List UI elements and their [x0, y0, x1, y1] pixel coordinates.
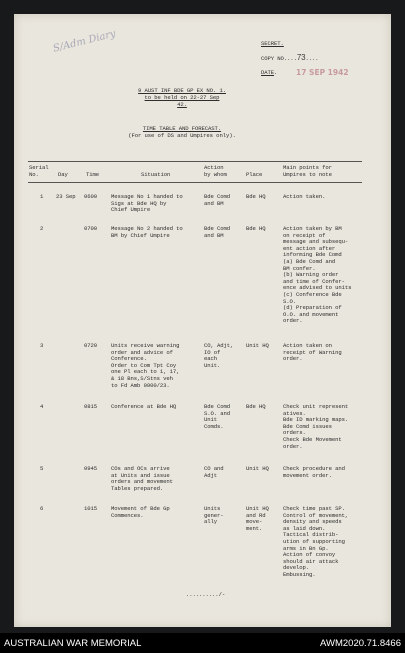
cell-situation: COs and OCs arrive [111, 465, 170, 472]
cell-situation: order and advice of [111, 348, 173, 356]
cell-umpire-notes: ent action after [283, 244, 336, 252]
cell-umpire-notes: order. [283, 317, 303, 325]
cell-serial: 1 [40, 193, 44, 200]
cell-umpire-notes: Action taken. [283, 193, 326, 200]
footer-accession-number: AWM2020.71.8466 [320, 638, 401, 649]
cell-action-by-whom: each [204, 355, 218, 363]
cell-action-by-whom: Unit. [204, 361, 221, 369]
cell-umpire-notes: movement order. [283, 471, 332, 479]
cell-situation: Movement of Bde Gp [111, 505, 170, 512]
cell-situation: Chief Umpire [111, 206, 151, 214]
cell-day: 23 Sep [56, 193, 76, 200]
cell-umpire-notes: density and speeds [283, 518, 342, 526]
cell-time: 0815 [84, 403, 98, 410]
doc-subtitle: TIME TABLE AND FORECAST. [142, 125, 222, 132]
header-serial: Serial [29, 164, 49, 171]
document-page [14, 14, 391, 627]
cell-time: 0700 [84, 225, 98, 232]
cell-serial: 4 [40, 403, 44, 410]
cell-umpire-notes: Bde ID marking maps. [283, 416, 349, 424]
cell-umpire-notes: atives. [283, 409, 306, 417]
cell-situation: Tables prepared. [111, 484, 164, 492]
cell-umpire-notes: BM confer. [283, 264, 316, 272]
cell-place: Bde HQ [246, 193, 266, 200]
cell-umpire-notes: (d) Preparation of [283, 304, 342, 312]
continuation-mark: ........../- [186, 591, 226, 598]
cell-action-by-whom: Adjt [204, 471, 218, 479]
cell-umpire-notes: as laid down. [283, 524, 326, 532]
doc-title-line3: 42. [177, 101, 187, 108]
cell-action-by-whom: S.O. and [204, 409, 231, 417]
cell-situation: Message No 1 handed to [111, 193, 183, 200]
cell-umpire-notes: ution of supporting [283, 538, 345, 545]
cell-umpire-notes: Embussing. [283, 571, 316, 578]
cell-place: Unit HQ [246, 342, 269, 349]
cell-action-by-whom: Bde Comd [204, 193, 231, 200]
cell-serial: 5 [40, 465, 44, 472]
cell-action-by-whom: IO of [204, 348, 221, 356]
doc-subtitle-note: (For use of DS and Umpires only). [128, 132, 236, 139]
cell-umpire-notes: should air attack [283, 557, 339, 565]
cell-situation: Conference at Bde HQ [111, 403, 177, 410]
cell-situation: Conference. [111, 355, 147, 363]
cell-action-by-whom: Units [204, 505, 221, 512]
cell-time: 1015 [84, 505, 98, 512]
cell-umpire-notes: on receipt of [283, 231, 326, 239]
cell-situation: Units receive warning [111, 342, 180, 349]
cell-umpire-notes: Check unit represent [283, 403, 349, 410]
table-header-rule [28, 182, 362, 183]
cell-umpire-notes: and time of Confer- [283, 277, 345, 285]
cell-umpire-notes: orders. [283, 429, 306, 437]
cell-situation: Order to Com Tpt Coy [111, 361, 177, 369]
handwritten-annotation: S/Adm Diary [52, 28, 117, 55]
cell-umpire-notes: Tactical distrib- [283, 531, 339, 539]
cell-situation: Commences. [111, 511, 144, 519]
cell-action-by-whom: and BM [204, 199, 224, 207]
header-time: Time [86, 171, 100, 178]
cell-umpire-notes: (c) Conference Bde [283, 291, 342, 298]
cell-place: Bde HQ [246, 225, 266, 232]
cell-umpire-notes: Bde Comd issues [283, 422, 332, 430]
cell-umpire-notes: informing Bde Comd [283, 251, 342, 259]
cell-action-by-whom: Bde Comd [204, 225, 231, 232]
cell-umpire-notes: Action taken on [283, 342, 332, 349]
cell-umpire-notes: arms in Bn Gp. [283, 544, 329, 552]
footer-bar [0, 633, 405, 653]
copy-number-label: COPY NO....73.... [261, 53, 319, 62]
cell-umpire-notes: Action of convoy [283, 551, 336, 559]
cell-situation: to Fd Amb 0900/23. [111, 381, 170, 389]
doc-title-line1: 9 AUST INF BDE GP EX NO. 1. [138, 87, 226, 94]
cell-action-by-whom: Unit [204, 416, 218, 424]
cell-umpire-notes: Action taken by BM [283, 225, 342, 232]
cell-situation: BM by Chief Umpire [111, 231, 170, 239]
cell-place: move- [246, 518, 263, 526]
header-situation: Situation [141, 171, 171, 178]
cell-umpire-notes: O.O. and movement [283, 310, 339, 318]
cell-action-by-whom: CO and [204, 465, 224, 472]
date-stamp: 17 SEP 1942 [296, 68, 349, 77]
cell-place: Bde HQ [246, 403, 266, 410]
date-label: DATE. [261, 69, 278, 76]
cell-serial: 3 [40, 342, 44, 349]
cell-place: ment. [246, 524, 263, 532]
cell-umpire-notes: Check Bde Movement [283, 436, 342, 443]
header-action: Action [204, 164, 224, 171]
cell-action-by-whom: ally [204, 518, 218, 526]
header-no: No. [29, 171, 39, 178]
classification-label: SECRET. [261, 40, 284, 47]
cell-serial: 6 [40, 505, 44, 512]
cell-place: Unit HQ [246, 505, 269, 512]
cell-situation: orders and movement [111, 478, 173, 486]
cell-situation: at Units and issue [111, 471, 170, 479]
cell-umpire-notes: Control of movement, [283, 511, 349, 519]
cell-place: and Rd [246, 511, 266, 519]
cell-situation: Sigs at Bde HQ by [111, 199, 167, 207]
cell-umpire-notes: order. [283, 355, 303, 363]
cell-time: 0600 [84, 193, 98, 200]
cell-situation: Message No 2 handed to [111, 225, 183, 232]
footer-source: AUSTRALIAN WAR MEMORIAL [4, 638, 142, 649]
cell-umpire-notes: Check time past SP. [283, 505, 345, 512]
doc-title-line2: to be held on 22-27 Sep [144, 94, 220, 101]
cell-umpire-notes: (a) Bde Comd and [283, 258, 336, 265]
cell-action-by-whom: and BM [204, 231, 224, 239]
cell-action-by-whom: Bde Comd [204, 403, 231, 410]
header-umpires-note: Umpires to note [283, 171, 332, 178]
cell-situation: one Pl each to 1, 17, [111, 368, 180, 376]
header-day: Day [58, 171, 68, 178]
cell-time: 0945 [84, 465, 98, 472]
header-by-whom: by whom [204, 171, 227, 178]
cell-time: 0720 [84, 342, 98, 349]
cell-serial: 2 [40, 225, 44, 232]
cell-umpire-notes: (b) Warning order [283, 271, 339, 279]
cell-umpire-notes: receipt of Warning [283, 348, 342, 356]
cell-umpire-notes: develop. [283, 564, 310, 572]
header-main-points: Main points for [283, 164, 332, 171]
cell-place: Unit HQ [246, 465, 269, 472]
table-top-rule [28, 161, 362, 162]
cell-action-by-whom: Comds. [204, 422, 224, 430]
cell-action-by-whom: CO, Adjt, [204, 342, 234, 349]
cell-umpire-notes: Check procedure and [283, 465, 345, 472]
header-place: Place [246, 171, 263, 178]
cell-umpire-notes: message and subsequ- [283, 238, 349, 246]
cell-umpire-notes: ence advised to units [283, 284, 352, 292]
cell-umpire-notes: order. [283, 442, 303, 450]
cell-action-by-whom: gener- [204, 511, 224, 519]
cell-situation: & 18 Bns,S/Stns veh [111, 375, 173, 382]
cell-umpire-notes: S.O. [283, 297, 297, 305]
